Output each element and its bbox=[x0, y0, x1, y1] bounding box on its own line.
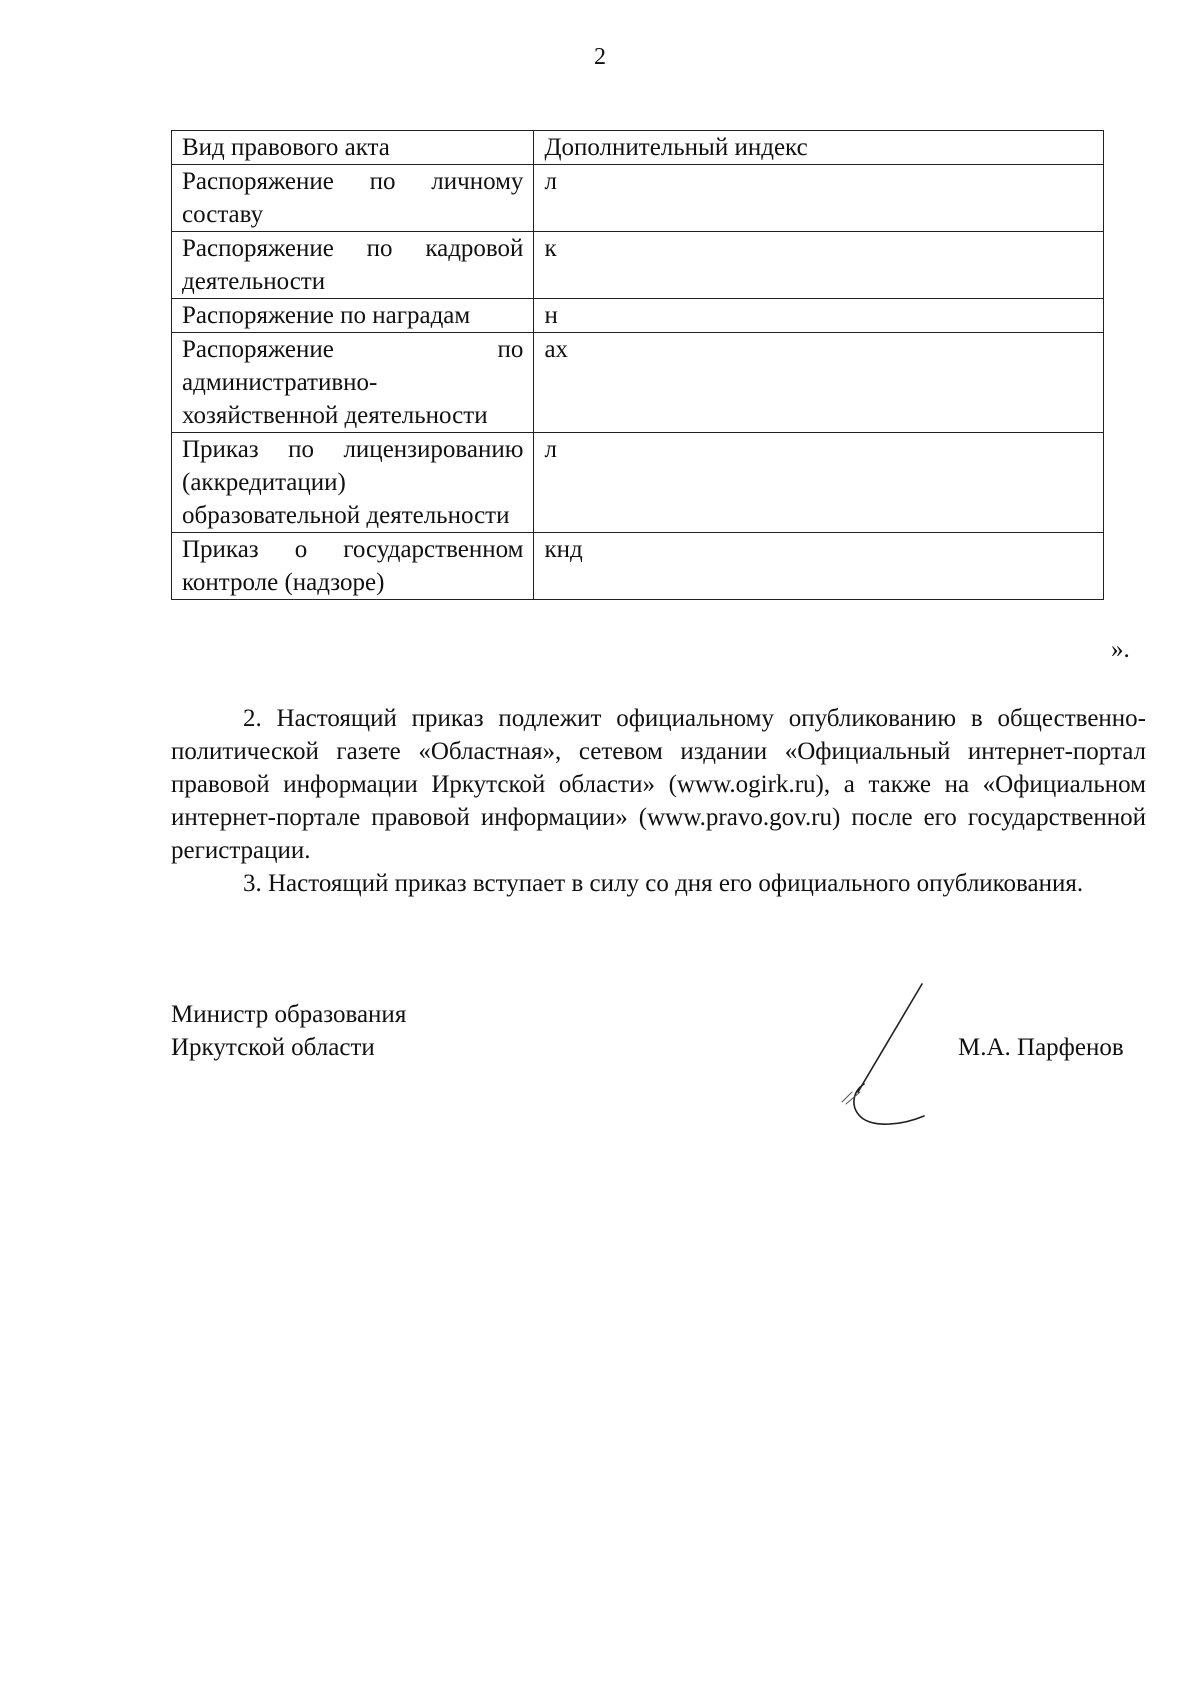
paragraph-entry-into-force: 3. Настоящий приказ вступает в силу со дня его официального опубликования. bbox=[243, 870, 1084, 897]
page-number: 2 bbox=[594, 44, 606, 70]
header-additional-index: Дополнительный индекс bbox=[534, 131, 1104, 165]
closing-quote: ». bbox=[1111, 636, 1130, 663]
table-row bbox=[172, 333, 1104, 433]
index-cell: к bbox=[534, 232, 1104, 299]
header-act-type: Вид правового акта bbox=[172, 131, 534, 165]
index-cell: л bbox=[534, 165, 1104, 232]
signer-position bbox=[171, 998, 406, 1064]
index-cell: н bbox=[534, 299, 1104, 333]
index-cell: л bbox=[534, 433, 1104, 533]
paragraph-publication: 2. Настоящий приказ подлежит официальному опубликованию в общественно-политической газете «Областная», сетевом издании «Официальный интернет-портал правовой информации Иркутской области» (www.ogirk.ru), а также на «Официальном интернет-портале правовой информации» (www.pravo.gov.ru) после его государственной регистрации. bbox=[171, 705, 1146, 864]
table-row bbox=[172, 433, 1104, 533]
table-row bbox=[172, 165, 1104, 232]
act-type-cell: Приказ по лицензированию (аккредитации) образовательной деятельности bbox=[172, 433, 534, 533]
act-type-cell: Распоряжение по административно-хозяйственной деятельности bbox=[172, 333, 534, 433]
act-type-cell: Приказ о государственном контроле (надзоре) bbox=[172, 533, 534, 600]
index-cell: ах bbox=[534, 333, 1104, 433]
table-row bbox=[172, 533, 1104, 600]
index-table bbox=[171, 130, 1104, 600]
table-row bbox=[172, 299, 1104, 333]
body-text bbox=[171, 702, 1146, 900]
table-header-row bbox=[172, 131, 1104, 165]
index-cell: кнд bbox=[534, 533, 1104, 600]
handwritten-signature bbox=[820, 980, 940, 1130]
signer-position-line1: Министр образования bbox=[171, 1001, 407, 1028]
act-type-cell: Распоряжение по наградам bbox=[172, 299, 534, 333]
act-type-cell: Распоряжение по личному составу bbox=[172, 165, 534, 232]
signer-position-line2: Иркутской области bbox=[171, 1034, 375, 1061]
signer-name: М.А. Парфенов bbox=[958, 1034, 1124, 1061]
act-type-cell: Распоряжение по кадровой деятельности bbox=[172, 232, 534, 299]
table-row bbox=[172, 232, 1104, 299]
